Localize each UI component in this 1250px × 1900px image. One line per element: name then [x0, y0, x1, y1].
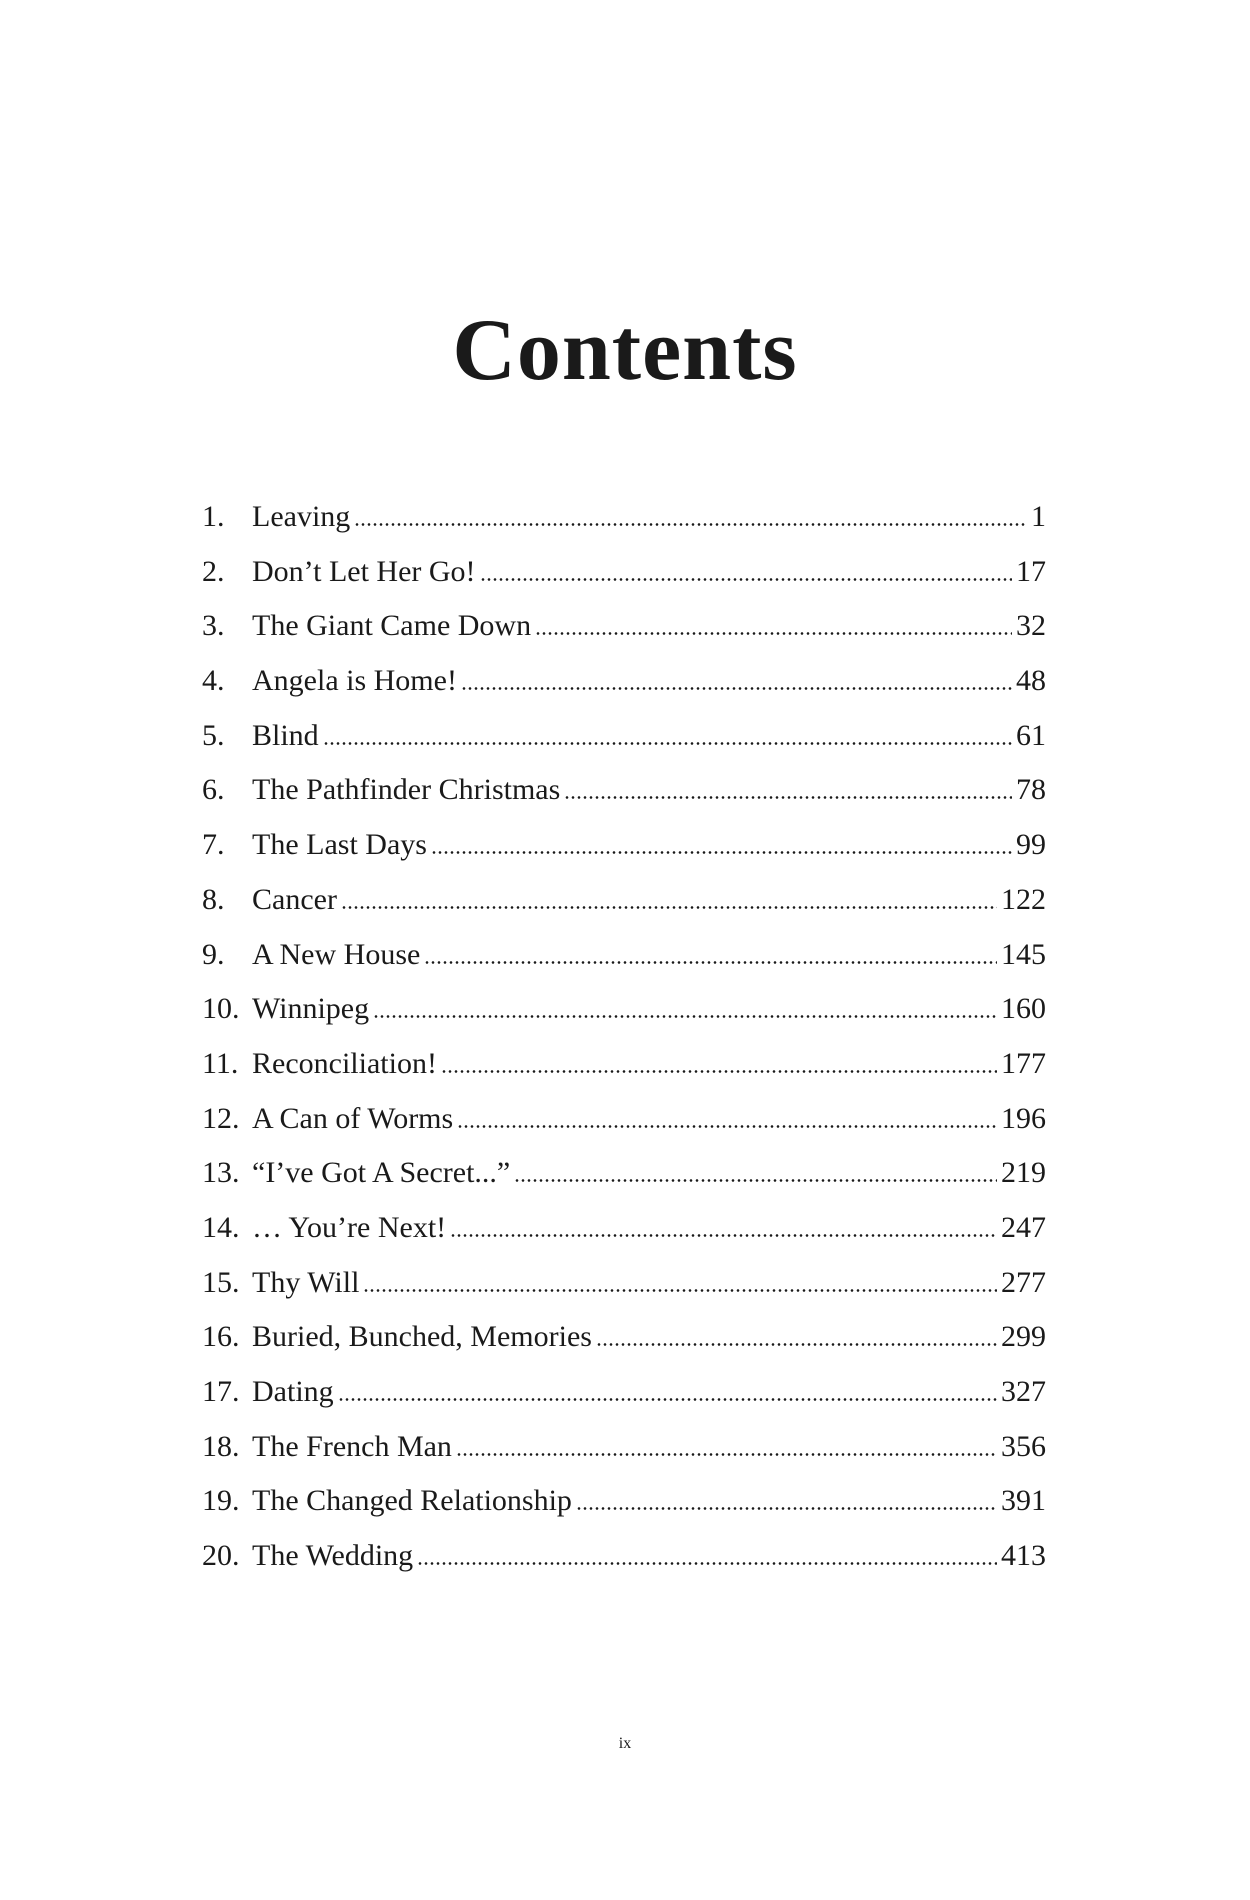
- dot-leader: [450, 1234, 997, 1237]
- dot-leader: [338, 1398, 997, 1401]
- table-of-contents: [202, 490, 1046, 1584]
- toc-entry-title: Buried, Bunched, Memories: [252, 1320, 592, 1354]
- toc-entry-number: 14.: [202, 1210, 240, 1244]
- toc-entry-page: 277: [1001, 1265, 1046, 1299]
- dot-leader: [373, 1015, 997, 1018]
- toc-entry: [202, 599, 1046, 654]
- toc-entry: [202, 763, 1046, 818]
- toc-entry-title: A New House: [252, 937, 421, 971]
- toc-entry-title: The Giant Came Down: [252, 609, 532, 643]
- toc-entry-page: 17: [1016, 554, 1046, 588]
- toc-entry: [202, 1365, 1046, 1420]
- dot-leader: [341, 906, 997, 909]
- toc-entry-title: Winnipeg: [252, 992, 370, 1026]
- toc-entry: [202, 1474, 1046, 1529]
- toc-entry-title: Blind: [252, 718, 319, 752]
- dot-leader: [354, 523, 1027, 526]
- toc-entry: [202, 818, 1046, 873]
- toc-entry: [202, 1420, 1046, 1475]
- toc-entry-page: 32: [1016, 609, 1046, 643]
- toc-entry-title: Angela is Home!: [252, 664, 457, 698]
- toc-entry-number: 10.: [202, 992, 240, 1026]
- toc-entry: [202, 709, 1046, 764]
- toc-entry-title: The Changed Relationship: [252, 1484, 572, 1518]
- toc-entry-number: 6.: [202, 773, 225, 807]
- toc-entry-page: 391: [1001, 1484, 1046, 1518]
- toc-entry-page: 356: [1001, 1429, 1046, 1463]
- dot-leader: [417, 1562, 997, 1565]
- toc-entry: [202, 1201, 1046, 1256]
- toc-entry: [202, 873, 1046, 928]
- toc-entry: [202, 928, 1046, 983]
- toc-entry-number: 17.: [202, 1375, 240, 1408]
- toc-entry: [202, 1037, 1046, 1092]
- toc-entry: [202, 654, 1046, 709]
- dot-leader: [535, 632, 1012, 635]
- toc-entry-number: 3.: [202, 609, 225, 643]
- toc-entry: [202, 1256, 1046, 1311]
- toc-entry-number: 9.: [202, 937, 225, 971]
- toc-entry-number: 1.: [202, 500, 225, 533]
- toc-entry-title: The Wedding: [252, 1539, 414, 1573]
- dot-leader: [441, 1070, 997, 1073]
- toc-entry-number: 20.: [202, 1539, 240, 1573]
- toc-entry-page: 247: [1001, 1210, 1046, 1244]
- toc-entry-title: Cancer: [252, 882, 337, 916]
- toc-entry-title: A Can of Worms: [252, 1101, 454, 1135]
- toc-entry-title: The Pathfinder Christmas: [252, 773, 561, 807]
- dot-leader: [461, 687, 1012, 690]
- toc-entry-page: 78: [1016, 773, 1046, 807]
- toc-entry-title: The French Man: [252, 1429, 452, 1463]
- dot-leader: [323, 742, 1012, 745]
- toc-entry-page: 1: [1031, 500, 1046, 533]
- toc-entry: [202, 1529, 1046, 1584]
- toc-entry-title: … You’re Next!: [252, 1210, 447, 1244]
- dot-leader: [457, 1125, 997, 1128]
- toc-entry-number: 8.: [202, 882, 225, 916]
- toc-entry: [202, 1146, 1046, 1201]
- toc-entry-number: 4.: [202, 664, 225, 698]
- dot-leader: [456, 1453, 997, 1456]
- toc-entry-number: 18.: [202, 1429, 240, 1463]
- toc-entry-number: 7.: [202, 828, 225, 862]
- toc-entry-title: The Last Days: [252, 828, 427, 862]
- toc-entry-page: 145: [1001, 937, 1046, 971]
- toc-entry-page: 327: [1001, 1375, 1046, 1408]
- toc-entry-number: 5.: [202, 718, 225, 752]
- toc-entry-page: 48: [1016, 664, 1046, 698]
- toc-entry-page: 122: [1001, 882, 1046, 916]
- toc-entry-title: Thy Will: [252, 1265, 360, 1299]
- toc-entry-title: Dating: [252, 1375, 334, 1408]
- toc-entry: [202, 545, 1046, 600]
- toc-entry-title: Don’t Let Her Go!: [252, 554, 476, 588]
- toc-entry-page: 99: [1016, 828, 1046, 862]
- page-number: ix: [618, 1735, 632, 1752]
- dot-leader: [431, 851, 1012, 854]
- toc-entry-number: 13.: [202, 1156, 240, 1190]
- toc-entry-page: 219: [1001, 1156, 1046, 1190]
- toc-entry-number: 11.: [202, 1046, 239, 1080]
- toc-entry-title: Leaving: [252, 500, 351, 533]
- toc-entry-page: 61: [1016, 718, 1046, 752]
- toc-entry: [202, 1310, 1046, 1365]
- toc-entry-page: 299: [1001, 1320, 1046, 1354]
- toc-entry-title: Reconciliation!: [252, 1046, 437, 1080]
- toc-entry-title: “I’ve Got A Secret...”: [252, 1156, 511, 1190]
- toc-entry: [202, 1092, 1046, 1147]
- dot-leader: [363, 1289, 997, 1292]
- dot-leader: [596, 1343, 997, 1346]
- toc-entry-number: 2.: [202, 554, 225, 588]
- toc-entry-number: 12.: [202, 1101, 240, 1135]
- toc-entry-number: 19.: [202, 1484, 240, 1518]
- toc-entry-page: 196: [1001, 1101, 1046, 1135]
- dot-leader: [514, 1179, 997, 1182]
- dot-leader: [564, 796, 1012, 799]
- dot-leader: [576, 1507, 997, 1510]
- toc-entry-page: 413: [1001, 1539, 1046, 1573]
- page-title: Contents: [452, 301, 798, 399]
- toc-entry-number: 15.: [202, 1265, 240, 1299]
- toc-entry-page: 177: [1001, 1046, 1046, 1080]
- dot-leader: [424, 961, 997, 964]
- toc-entry: [202, 982, 1046, 1037]
- toc-entry: [202, 490, 1046, 545]
- toc-entry-page: 160: [1001, 992, 1046, 1026]
- dot-leader: [480, 578, 1012, 581]
- toc-entry-number: 16.: [202, 1320, 240, 1354]
